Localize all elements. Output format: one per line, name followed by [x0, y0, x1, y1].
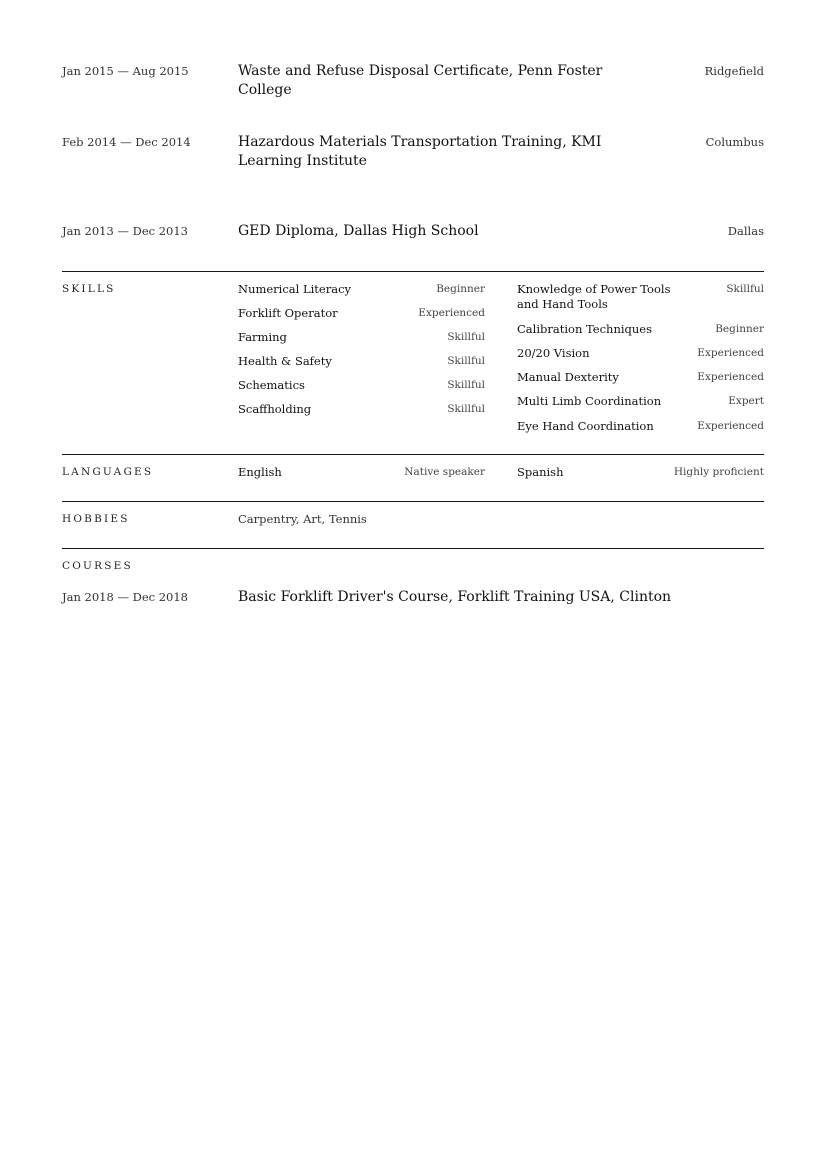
education-title: Waste and Refuse Disposal Certificate, Penn Foster College — [238, 63, 603, 98]
skill-level: Beginner — [715, 323, 764, 335]
section-divider — [62, 501, 764, 502]
skill-item — [238, 354, 485, 378]
course-date: Jan 2018 — Dec 2018 — [62, 590, 188, 604]
skill-name: Calibration Techniques — [517, 322, 653, 336]
skill-name: Farming — [238, 330, 287, 344]
skill-item — [517, 346, 764, 370]
skill-name: 20/20 Vision — [517, 346, 590, 360]
skill-item — [517, 419, 764, 443]
skill-item — [238, 282, 485, 306]
language-name: English — [238, 465, 282, 479]
skill-name: Eye Hand Coordination — [517, 419, 654, 433]
skill-level: Beginner — [436, 283, 485, 295]
skill-level: Skillful — [726, 283, 764, 295]
skills-column-right — [517, 282, 764, 443]
skills-column-left — [238, 282, 485, 426]
education-date: Jan 2015 — Aug 2015 — [62, 64, 189, 78]
hobbies-text: Carpentry, Art, Tennis — [238, 512, 367, 526]
skill-name: Scaffholding — [238, 402, 312, 416]
section-divider — [62, 548, 764, 549]
education-title: GED Diploma, Dallas High School — [238, 223, 479, 239]
skill-name: Multi Limb Coordination — [517, 394, 662, 408]
language-name: Spanish — [517, 465, 564, 479]
skill-name: Numerical Literacy — [238, 282, 352, 296]
skill-name: Manual Dexterity — [517, 370, 619, 384]
skill-item — [238, 306, 485, 330]
section-divider — [62, 271, 764, 272]
section-divider — [62, 454, 764, 455]
skill-level: Experienced — [418, 307, 485, 319]
language-item — [238, 465, 485, 480]
skill-name: Health & Safety — [238, 354, 332, 368]
education-city: Columbus — [705, 135, 764, 149]
languages-heading: LANGUAGES — [62, 466, 154, 478]
language-row — [517, 465, 764, 480]
skill-name: Schematics — [238, 378, 305, 392]
skill-level: Skillful — [447, 355, 485, 367]
skill-name: Forklift Operator — [238, 306, 338, 320]
education-date: Jan 2013 — Dec 2013 — [62, 224, 188, 238]
language-item — [517, 465, 764, 480]
skill-item — [517, 370, 764, 394]
skill-name: Knowledge of Power Tools and Hand Tools — [517, 282, 671, 311]
skill-level: Experienced — [697, 371, 764, 383]
skill-item — [238, 330, 485, 354]
skill-level: Skillful — [447, 331, 485, 343]
skill-item — [517, 394, 764, 419]
skill-level: Experienced — [697, 347, 764, 359]
skill-level: Skillful — [447, 403, 485, 415]
language-row — [238, 465, 485, 480]
skill-level: Experienced — [697, 420, 764, 432]
courses-heading: COURSES — [62, 560, 133, 572]
language-level: Highly proficient — [673, 466, 764, 478]
language-level: Native speaker — [404, 466, 485, 478]
hobbies-heading: HOBBIES — [62, 513, 130, 525]
skill-item — [238, 402, 485, 426]
skill-item — [517, 282, 764, 322]
education-title: Hazardous Materials Transportation Training, KMI Learning Institute — [238, 134, 602, 169]
skill-level: Expert — [728, 395, 764, 407]
education-date: Feb 2014 — Dec 2014 — [62, 135, 191, 149]
course-title: Basic Forklift Driver's Course, Forklift Training USA, Clinton — [238, 589, 672, 605]
skills-heading: SKILLS — [62, 283, 116, 295]
education-city: Ridgefield — [704, 64, 764, 78]
skill-level: Skillful — [447, 379, 485, 391]
skill-item — [238, 378, 485, 402]
skill-item — [517, 322, 764, 346]
education-city: Dallas — [727, 224, 764, 238]
